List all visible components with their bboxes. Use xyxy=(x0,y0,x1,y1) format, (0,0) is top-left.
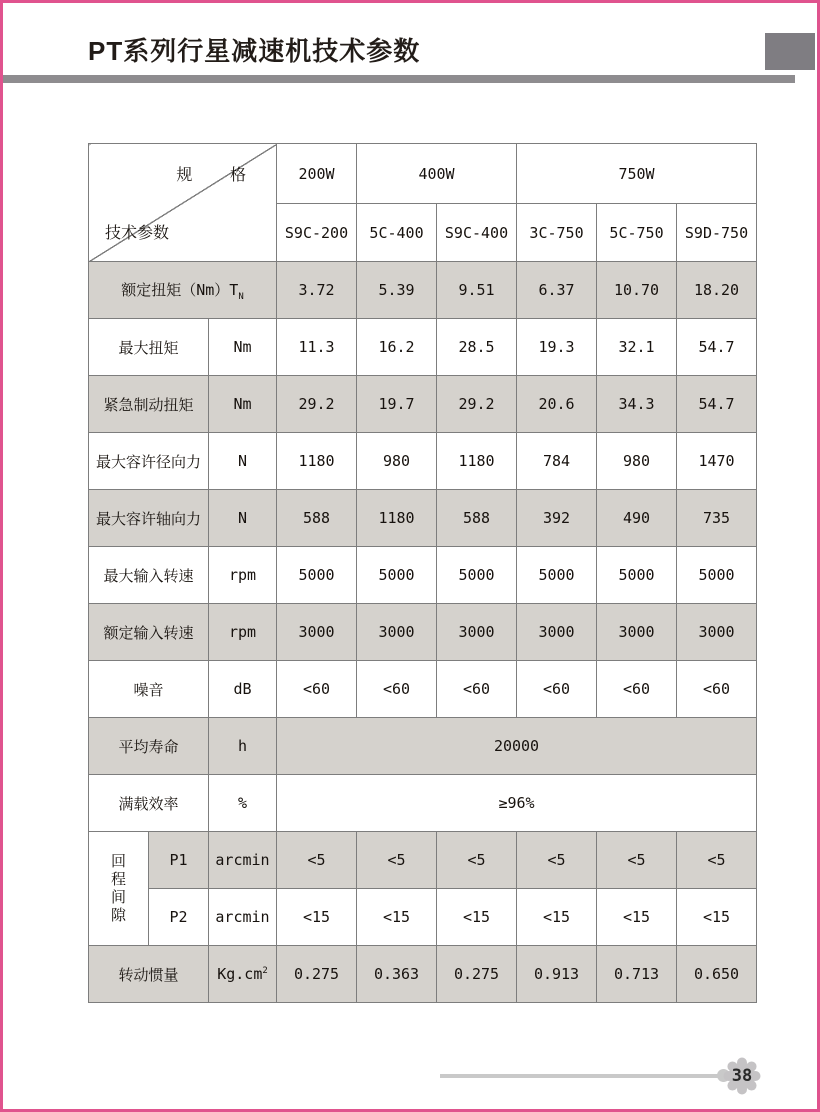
spec-table xyxy=(88,143,757,1003)
value-cell: <15 xyxy=(517,889,597,946)
value-cell: 980 xyxy=(357,433,437,490)
value-cell: 1470 xyxy=(677,433,757,490)
value-cell: 3000 xyxy=(357,604,437,661)
value-cell: 3000 xyxy=(597,604,677,661)
value-cell: 1180 xyxy=(277,433,357,490)
value-cell: 1180 xyxy=(357,490,437,547)
value-cell: 11.3 xyxy=(277,319,357,376)
value-cell: 5000 xyxy=(277,547,357,604)
value-cell: <15 xyxy=(597,889,677,946)
value-cell: 392 xyxy=(517,490,597,547)
value-cell: 0.650 xyxy=(677,946,757,1003)
unit-cell: % xyxy=(209,775,277,832)
value-cell: 5000 xyxy=(437,547,517,604)
page-title: PT系列行星减速机技术参数 xyxy=(88,36,421,66)
value-cell: 20.6 xyxy=(517,376,597,433)
value-cell: 19.7 xyxy=(357,376,437,433)
value-cell: 3.72 xyxy=(277,262,357,319)
value-cell: 3000 xyxy=(517,604,597,661)
value-cell: 980 xyxy=(597,433,677,490)
value-cell: 29.2 xyxy=(277,376,357,433)
value-cell: 5.39 xyxy=(357,262,437,319)
value-cell: <5 xyxy=(357,832,437,889)
page-number-badge xyxy=(723,1057,761,1095)
value-cell: <15 xyxy=(437,889,517,946)
param-label: P1 xyxy=(149,832,209,889)
value-cell: 1180 xyxy=(437,433,517,490)
value-cell: <5 xyxy=(277,832,357,889)
value-cell: <5 xyxy=(597,832,677,889)
value-cell: 0.713 xyxy=(597,946,677,1003)
model-header: S9D-750 xyxy=(677,204,757,262)
value-cell: 32.1 xyxy=(597,319,677,376)
value-cell: 3000 xyxy=(677,604,757,661)
value-cell: 5000 xyxy=(677,547,757,604)
model-header: 5C-400 xyxy=(357,204,437,262)
unit-cell: h xyxy=(209,718,277,775)
unit-cell: dB xyxy=(209,661,277,718)
value-cell: 9.51 xyxy=(437,262,517,319)
value-cell: 19.3 xyxy=(517,319,597,376)
footer-line xyxy=(440,1074,719,1078)
power-group-header: 400W xyxy=(357,144,517,204)
value-cell: 10.70 xyxy=(597,262,677,319)
model-header: S9C-200 xyxy=(277,204,357,262)
param-label: 噪音 xyxy=(89,661,209,718)
value-cell: 735 xyxy=(677,490,757,547)
unit-cell: arcmin xyxy=(209,889,277,946)
value-cell: 490 xyxy=(597,490,677,547)
header-divider-bar xyxy=(3,75,795,83)
param-label: 紧急制动扭矩 xyxy=(89,376,209,433)
model-header: S9C-400 xyxy=(437,204,517,262)
unit-cell: rpm xyxy=(209,547,277,604)
value-cell: 29.2 xyxy=(437,376,517,433)
value-cell: 0.275 xyxy=(437,946,517,1003)
value-cell: 588 xyxy=(277,490,357,547)
value-cell: 18.20 xyxy=(677,262,757,319)
value-cell: 784 xyxy=(517,433,597,490)
merged-value-cell: 20000 xyxy=(277,718,757,775)
value-cell: 0.913 xyxy=(517,946,597,1003)
value-cell: <5 xyxy=(677,832,757,889)
value-cell: 0.275 xyxy=(277,946,357,1003)
value-cell: 5000 xyxy=(597,547,677,604)
param-label: 最大扭矩 xyxy=(89,319,209,376)
page-number: 38 xyxy=(731,1066,753,1086)
value-cell: <60 xyxy=(437,661,517,718)
backlash-group-label: 回程间隙 xyxy=(89,832,149,946)
unit-cell: rpm xyxy=(209,604,277,661)
corner-spec-label: 规 格 xyxy=(176,165,261,184)
value-cell: <15 xyxy=(277,889,357,946)
value-cell: 3000 xyxy=(437,604,517,661)
value-cell: <5 xyxy=(517,832,597,889)
unit-cell: Nm xyxy=(209,376,277,433)
param-label: 最大输入转速 xyxy=(89,547,209,604)
corner-cell xyxy=(89,144,277,262)
value-cell: <5 xyxy=(437,832,517,889)
power-group-header: 750W xyxy=(517,144,757,204)
param-label: 最大容许径向力 xyxy=(89,433,209,490)
value-cell: 588 xyxy=(437,490,517,547)
unit-cell: N xyxy=(209,490,277,547)
unit-cell: arcmin xyxy=(209,832,277,889)
value-cell: <60 xyxy=(517,661,597,718)
value-cell: <60 xyxy=(677,661,757,718)
value-cell: 3000 xyxy=(277,604,357,661)
value-cell: <60 xyxy=(597,661,677,718)
model-header: 3C-750 xyxy=(517,204,597,262)
param-label: P2 xyxy=(149,889,209,946)
header-decor-block xyxy=(765,33,815,70)
value-cell: 54.7 xyxy=(677,376,757,433)
param-label: 最大容许轴向力 xyxy=(89,490,209,547)
param-label: 平均寿命 xyxy=(89,718,209,775)
param-label: 额定输入转速 xyxy=(89,604,209,661)
param-label: 转动惯量 xyxy=(89,946,209,1003)
value-cell: 6.37 xyxy=(517,262,597,319)
model-header: 5C-750 xyxy=(597,204,677,262)
value-cell: <15 xyxy=(677,889,757,946)
value-cell: <60 xyxy=(357,661,437,718)
value-cell: 28.5 xyxy=(437,319,517,376)
param-label: 满载效率 xyxy=(89,775,209,832)
unit-cell: Nm xyxy=(209,319,277,376)
value-cell: 0.363 xyxy=(357,946,437,1003)
param-label: 额定扭矩$(Nm)T_N$ xyxy=(89,262,277,319)
value-cell: 5000 xyxy=(357,547,437,604)
value-cell: <15 xyxy=(357,889,437,946)
value-cell: 34.3 xyxy=(597,376,677,433)
value-cell: <60 xyxy=(277,661,357,718)
power-group-header: 200W xyxy=(277,144,357,204)
corner-param-label: 技术参数 xyxy=(105,223,170,242)
unit-cell: N xyxy=(209,433,277,490)
value-cell: 16.2 xyxy=(357,319,437,376)
value-cell: 54.7 xyxy=(677,319,757,376)
unit-cell: $Kg.cm^2$ xyxy=(209,946,277,1003)
merged-value-cell: ≥96% xyxy=(277,775,757,832)
value-cell: 5000 xyxy=(517,547,597,604)
